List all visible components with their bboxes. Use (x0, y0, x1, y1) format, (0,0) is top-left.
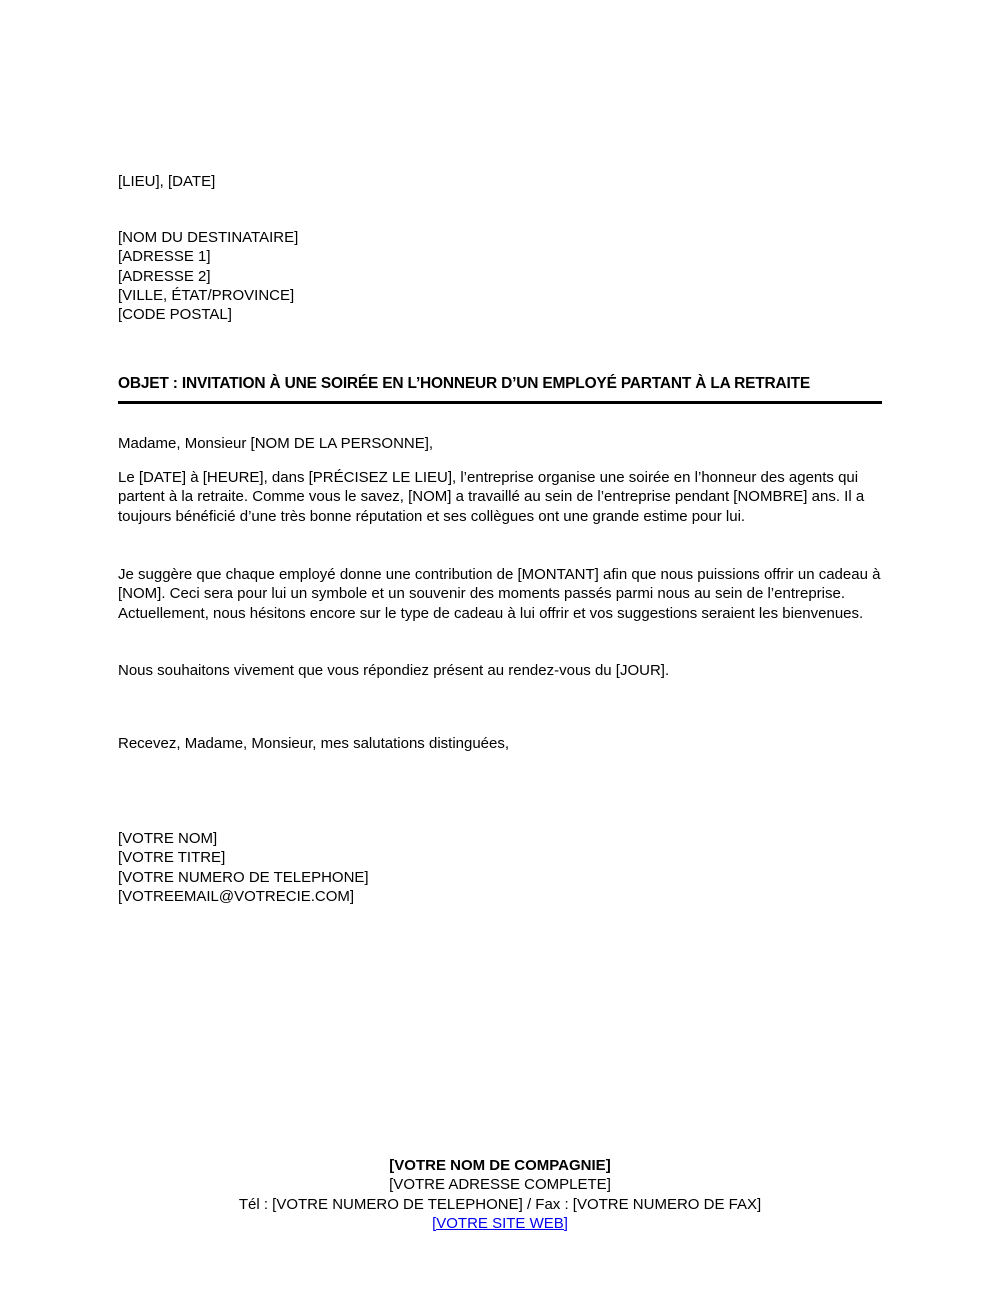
salutation-line: Madame, Monsieur [NOM DE LA PERSONNE], (118, 435, 434, 452)
company-footer (0, 1156, 1000, 1233)
footer-phone-fax: Tél : [VOTRE NUMERO DE TELEPHONE] / Fax : [VOTRE NUMERO DE FAX] (238, 1195, 762, 1213)
body-paragraph-1: Le [DATE] à [HEURE], dans [PRÉCISEZ LE LIEU], l’entreprise organise une soirée en l’honneur des agents qui partent à la retraite. Comme vous le savez, [NOM] a travaillé au sein de l’entreprise pendant [NOMBRE] ans. Il a toujours bénéficié d’une très bonne réputation et ses collègues ont une grande estime pour lui. (118, 469, 865, 525)
recipient-address-1: [ADRESSE 1] (118, 248, 211, 266)
body-paragraph-3: Nous souhaitons vivement que vous répondiez présent au rendez-vous du [JOUR]. (118, 662, 670, 679)
subject-underline-rule (118, 401, 882, 404)
footer-website-line (0, 1214, 1000, 1233)
recipient-address-2: [ADRESSE 2] (118, 267, 211, 285)
signature-block (118, 829, 369, 906)
recipient-name: [NOM DU DESTINATAIRE] (118, 229, 299, 246)
closing-salutation-line: Recevez, Madame, Monsieur, mes salutations distinguées, (118, 735, 510, 752)
recipient-postal-code: [CODE POSTAL] (118, 306, 232, 324)
sender-email: [VOTREEMAIL@VOTRECIE.COM] (118, 887, 355, 905)
place-date-line: [LIEU], [DATE] (118, 173, 216, 190)
sender-name: [VOTRE NOM] (118, 830, 218, 847)
recipient-city-state: [VILLE, ÉTAT/PROVINCE] (118, 286, 295, 304)
subject-heading: OBJET : INVITATION À UNE SOIRÉE EN L’HONNEUR D’UN EMPLOYÉ PARTANT À LA RETRAITE (118, 375, 811, 392)
sender-phone: [VOTRE NUMERO DE TELEPHONE] (118, 868, 369, 886)
footer-company-address: [VOTRE ADRESSE COMPLETE] (389, 1176, 611, 1194)
recipient-address-block (118, 228, 298, 324)
footer-company-name: [VOTRE NOM DE COMPAGNIE] (389, 1157, 611, 1174)
footer-website-link[interactable]: [VOTRE SITE WEB] (432, 1214, 568, 1232)
sender-title: [VOTRE TITRE] (118, 849, 226, 867)
body-paragraph-2: Je suggère que chaque employé donne une contribution de [MONTANT] afin que nous puissions offrir un cadeau à [NOM]. Ceci sera pour lui un symbole et un souvenir des moments passés parmi nous au sein de l’entreprise. Actuellement, nous hésitons encore sur le type de cadeau à lui offrir et vos suggestions seraient les bienvenues. (118, 566, 881, 622)
